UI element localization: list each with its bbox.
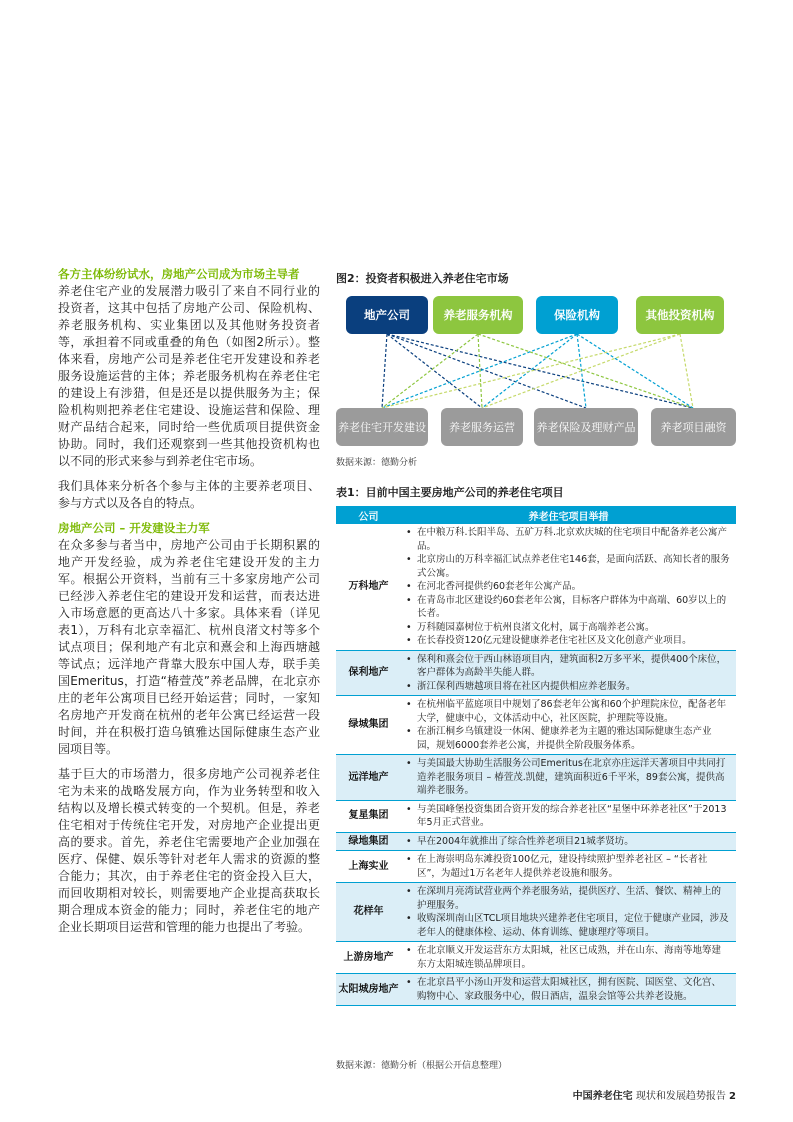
projects-cell [401,524,736,650]
projects-cell [401,974,736,1006]
company-cell: 绿地集团 [336,832,401,851]
investor-box-other: 其他投资机构 [636,296,724,334]
figure-title: 图2：投资者积极进入养老住宅市场 [336,272,509,285]
company-cell: 太阳城房地产 [336,974,401,1006]
role-box-service: 养老服务运营 [441,408,523,446]
role-box-development: 养老住宅开发建设 [336,408,428,446]
table-row [336,832,736,851]
table-header-company: 公司 [336,506,401,524]
table-row [336,883,736,942]
projects-cell [401,942,736,974]
company-cell: 花样年 [336,883,401,942]
project-item: • 在河北香河提供约60套老年公寓产品。 [401,580,730,594]
investor-box-real-estate: 地产公司 [346,296,428,334]
investor-box-insurance: 保险机构 [536,296,618,334]
company-cell: 上游房地产 [336,942,401,974]
page-footer [573,1087,736,1102]
project-item: • 在上海崇明岛东滩投资100亿元，建设持续照护型养老社区 – “长者社区”，为超过1万名老年人提供养老设施和服务。 [401,853,730,880]
project-item: • 保利和熹会位于西山林语项目内，建筑面积2万多平米，提供400个床位，客户群体为高龄半失能人群。 [401,653,730,680]
projects-cell [401,650,736,696]
sub-heading: 房地产公司 – 开发建设主力军 [58,521,210,535]
investor-diagram [336,290,736,450]
table-row [336,696,736,755]
project-item: • 在北京昌平小汤山开发和运营太阳城社区，拥有医院、国医堂、文化宫、购物中心、家政服务中心，假日酒店，温泉会馆等公共养老设施。 [401,976,730,1003]
role-box-insurance-products: 养老保险及理财产品 [534,408,638,446]
table-header-projects: 养老住宅项目举措 [401,506,736,524]
table-row [336,650,736,696]
project-item: • 在浙江桐乡乌镇建设一休闲、健康养老为主题的雅达国际健康生态产业园，规划6000套养老公寓，并提供全阶段服务体系。 [401,725,730,752]
project-item: • 在中粮万科.长阳半岛、五矿万科.北京欢庆城的住宅项目中配备养老公寓产品。 [401,526,730,553]
role-box-financing: 养老项目融资 [651,408,736,446]
project-item: • 浙江保利西塘越项目将在社区内提供相应养老服务。 [401,680,730,694]
project-item: • 万科随园嘉树位于杭州良渚文化村，属于高端养老公寓。 [401,621,730,635]
table-row [336,524,736,650]
table-row [336,942,736,974]
paragraph: 我们具体来分析各个参与主体的主要养老项目、参与方式以及各自的特点。 [58,479,320,510]
paragraph: 基于巨大的市场潜力，很多房地产公司视养老住宅为未来的战略发展方向，作为业务转型和收入结构以及增长模式转变的一个契机。但是，养老住宅相对于传统住宅开发，对房地产企业提出更高的要求。首先，养老住宅需要地产企业加强在医疗、保健、娱乐等针对老年人需求的资源的整合能力；其次，由于养老住宅的资金投入巨大，而回收期相对较长，则需要地产企业提高获取长期合理成本资金的能力；同时，养老住宅的地产企业长期项目运营和管理的能力也提出了考验。 [58,767,320,934]
project-item: • 在北京顺义开发运营东方太阳城，社区已成熟，并在山东、海南等地筹建东方太阳城连锁品牌项目。 [401,944,730,971]
project-item: • 收购深圳南山区TCL项目地块兴建养老住宅项目，定位于健康产业园，涉及老年人的健康体检、运动、体育训练、健康理疗等项目。 [401,912,730,939]
project-item: • 北京房山的万科幸福汇试点养老住宅146套，是面向活跃、高知长者的服务式公寓。 [401,553,730,580]
project-item: • 早在2004年就推出了综合性养老项目21城孝贤坊。 [401,835,730,849]
company-cell: 保利地产 [336,650,401,696]
project-item: • 与美国最大协助生活服务公司Emeritus在北京亦庄远洋天著项目中共同打造养老服务项目 – 椿萱茂.凯健，建筑面积近6千平米，89套公寓，提供高端养老服务。 [401,757,730,798]
paragraph: 在众多参与者当中，房地产公司由于长期积累的地产开发经验，成为养老住宅建设开发的主力军。根据公开资料，当前有三十多家房地产公司已经涉入养老住宅的建设开发和运营，而表达进入市场意愿的更高达八十多家。具体来看（详见表1），万科有北京幸福汇、杭州良渚文村等多个试点项目；保利地产有北京和熹会和上海西塘越等试点；远洋地产背靠大股东中国人寿，联手美国Emeritus，打造“椿萱茂”养老品牌，在北京亦庄的老年公寓项目已经开始运营；同时，一家知名房地产开发商在杭州的老年公寓已经运营一段时间，并在积极打造乌镇雅达国际健康生态产业园项目等。 [58,538,320,756]
projects-cell [401,851,736,883]
section-heading: 各方主体纷纷试水，房地产公司成为市场主导者 [58,267,300,281]
table-row [336,974,736,1006]
table-row [336,755,736,801]
page-number: 2 [729,1091,736,1102]
footer-subtitle: 现状和发展趋势报告 [635,1091,726,1102]
project-item: • 在长春投资120亿元建设健康养老住宅社区及文化创意产业项目。 [401,634,730,648]
project-item: • 在青岛市北区建设约60套老年公寓，目标客户群体为中高端、60岁以上的长者。 [401,594,730,621]
project-item: • 在杭州临平蓝庭项目中规划了86套老年公寓和60个护理院床位，配备老年大学，健康中心，文体活动中心，社区医院，护理院等设施。 [401,698,730,725]
projects-cell [401,800,736,832]
company-cell: 复星集团 [336,800,401,832]
company-cell: 绿城集团 [336,696,401,755]
project-item: • 在深圳月亮湾试营业两个养老服务站，提供医疗、生活、餐饮、精神上的护理服务。 [401,885,730,912]
table-body [336,524,736,1006]
company-cell: 万科地产 [336,524,401,650]
left-column [58,266,320,936]
table-source: 数据来源：德勤分析（根据公开信息整理） [336,1061,508,1071]
projects-cell [401,832,736,851]
paragraph: 养老住宅产业的发展潜力吸引了来自不同行业的投资者，这其中包括了房地产公司、保险机构、养老服务机构、实业集团以及其他财务投资者等，承担着不同或重叠的角色（如图2所示）。整体来看，房地产公司是养老住宅开发建设和养老服务设施运营的主体；养老服务机构在养老住宅的建设上有涉猎，但是还是以提供服务为主；保险机构则把养老住宅建设、设施运营和保险、理财产品结合起来，同时给一些优质项目提供资金协助。同时，我们还观察到一些其他投资机构也以不同的形式来参与到养老住宅市场。 [58,284,320,468]
table-row [336,800,736,832]
projects-cell [401,696,736,755]
footer-brand: 中国养老住宅 [572,1091,633,1102]
company-cell: 上海实业 [336,851,401,883]
company-cell: 远洋地产 [336,755,401,801]
projects-table [336,506,736,1006]
projects-cell [401,755,736,801]
projects-cell [401,883,736,942]
investor-box-elderly-care: 养老服务机构 [433,296,523,334]
figure-source: 数据来源：德勤分析 [336,458,418,468]
project-item: • 与美国峰堡投资集团合资开发的综合养老社区“星堡中环养老社区”于2013年5月正式营业。 [401,803,730,830]
table-row [336,851,736,883]
table-title: 表1：目前中国主要房地产公司的养老住宅项目 [336,486,564,499]
